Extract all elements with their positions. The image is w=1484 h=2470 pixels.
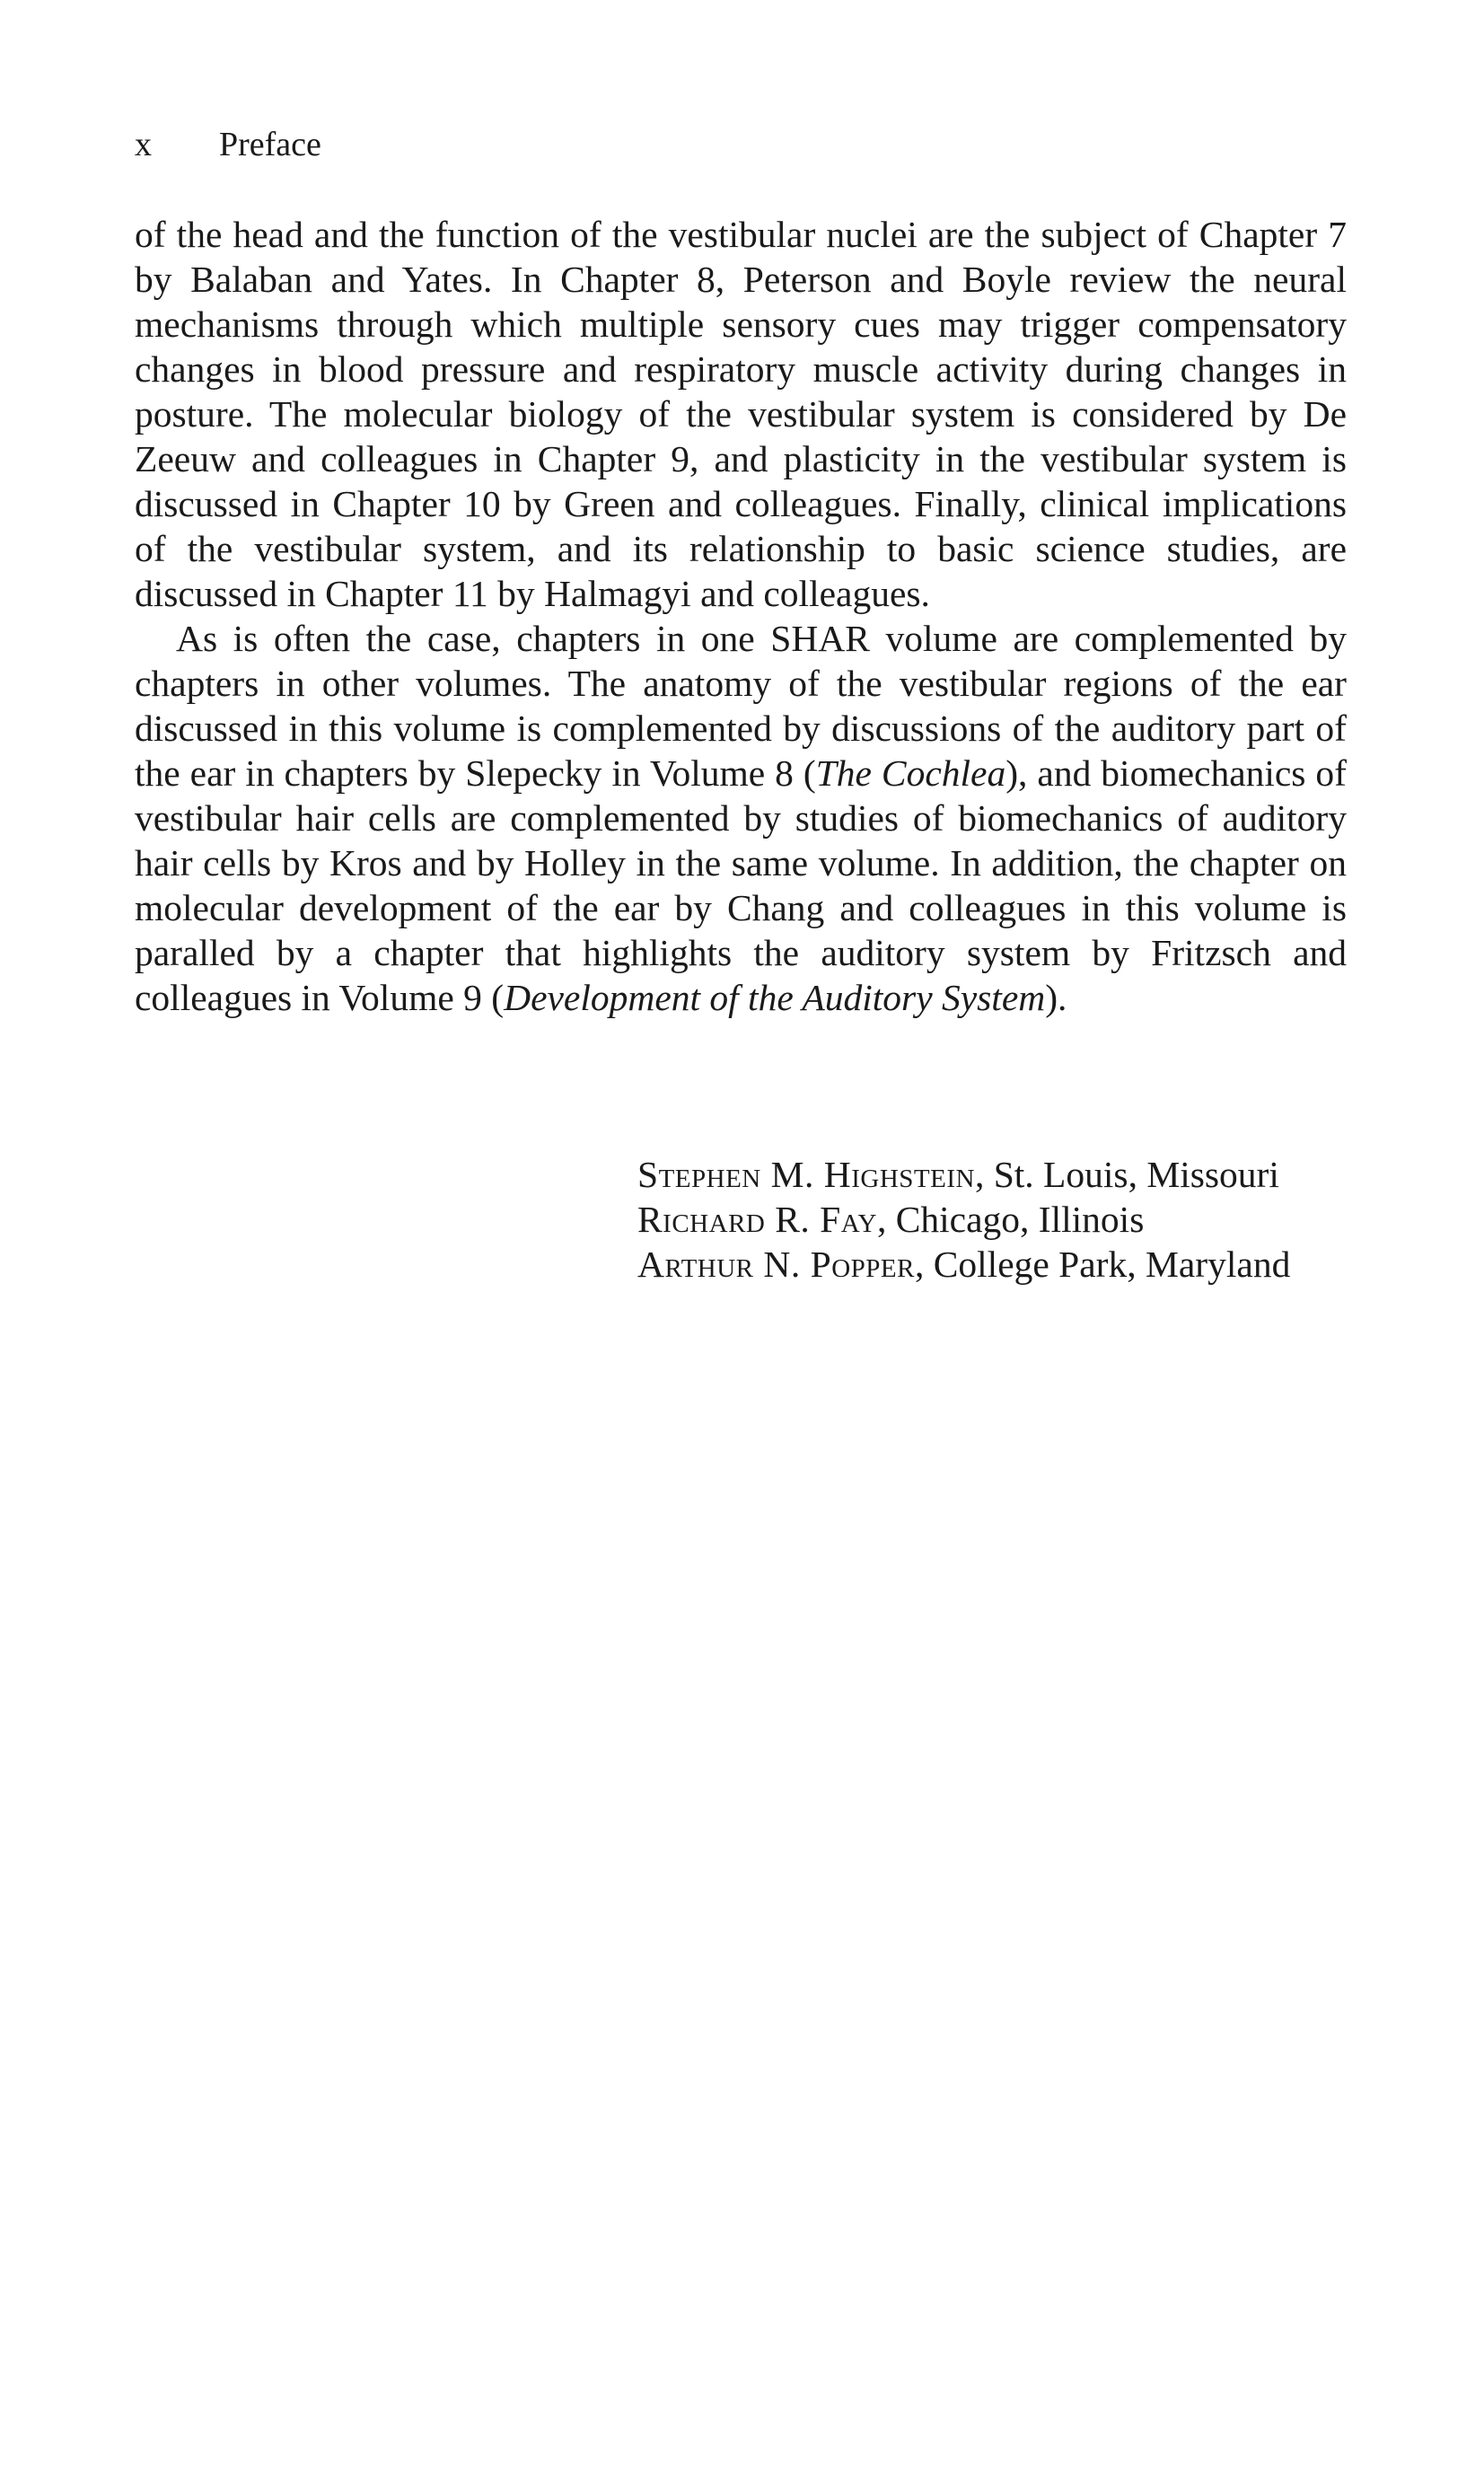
- running-head: [135, 122, 321, 167]
- author-name: Richard R. Fay: [637, 1199, 877, 1240]
- author-name: Arthur N. Popper: [637, 1244, 915, 1285]
- page-number: x: [135, 126, 152, 163]
- paragraph-1: of the head and the function of the vestibular nuclei are the subject of Chapter 7 by Balaban and Yates. In Chapter 8, Peterson and Boyle review the neural mechanisms through which multiple sensory cues may trigger compensatory changes in blood pressure and respiratory muscle activity during changes in posture. The molecular biology of the vestibular system is considered by De Zeeuw and colleagues in Chapter 9, and plasticity in the vestibular system is discussed in Chapter 10 by Green and colleagues. Finally, clinical implications of the vestibular system, and its relationship to basic science studies, are discussed in Chapter 11 by Halmagyi and colleagues.: [135, 214, 1347, 614]
- author-location: , St. Louis, Missouri: [974, 1154, 1279, 1195]
- signature-block: [637, 1152, 1290, 1287]
- running-title: Preface: [219, 126, 321, 163]
- paragraph-2-text-1: As is often the case, chapters in one SHAR volume are complemented by chapters in other volumes. The anatomy of the vestibular regions of the ear discussed in this volume is complemented by discussions of the auditory part of the ear in chapters by Slepecky in Volume 8 (: [135, 618, 1347, 794]
- signature-3: [637, 1242, 1290, 1287]
- author-name: Stephen M. Highstein: [637, 1154, 975, 1195]
- paragraph-2-text-2: ), and biomechanics of vestibular hair cells are complemented by studies of biomechanics of auditory hair cells by Kros and by Holley in the same volume. In addition, the chapter on molecular development of the ear by Chang and colleagues in this volume is paralled by a chapter that highlights the auditory system by Fritzsch and colleagues in Volume 9 (: [135, 752, 1347, 1018]
- author-location: , College Park, Maryland: [914, 1244, 1291, 1285]
- book-title-the-cochlea: The Cochlea: [815, 752, 1006, 794]
- paragraph-2-text-3: ).: [1045, 977, 1067, 1018]
- signature-1: [637, 1152, 1290, 1197]
- signature-2: [637, 1197, 1290, 1242]
- paragraph-2: [135, 616, 1347, 1020]
- body-text: [135, 212, 1347, 1020]
- author-location: , Chicago, Illinois: [876, 1199, 1145, 1240]
- book-title-development-auditory-system: Development of the Auditory System: [504, 977, 1046, 1018]
